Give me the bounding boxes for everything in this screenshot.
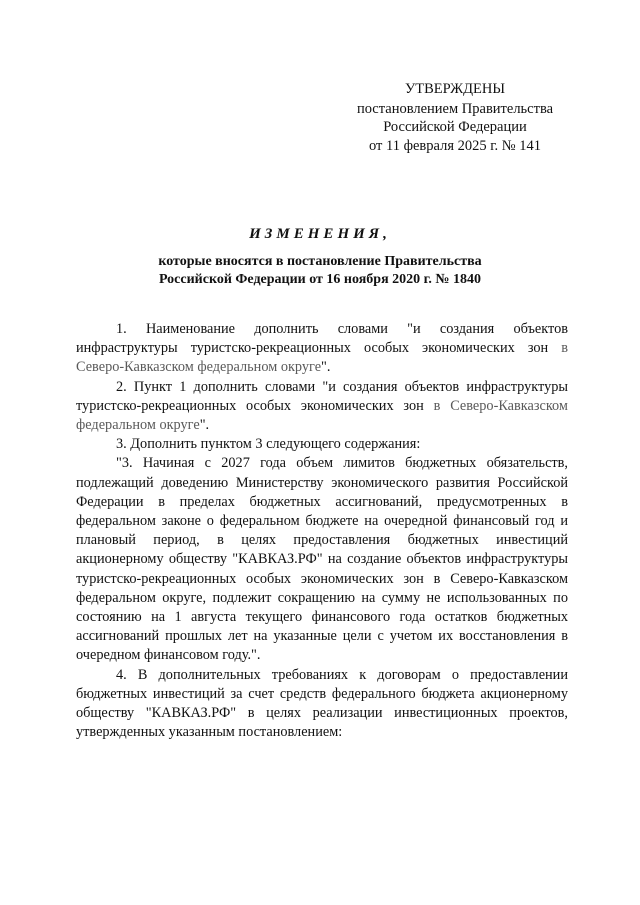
- paragraph-1-highlight: в Северо-Кавказском федеральном округе: [76, 340, 568, 376]
- paragraph-1: [76, 320, 568, 378]
- paragraph-2-highlight: в Северо-Кавказском федеральном округе: [76, 397, 568, 434]
- paragraph-1-end: ".: [321, 359, 331, 376]
- document-subtitle-line-1: которые вносятся в постановление Правительства: [158, 254, 482, 269]
- paragraph-3: 3. Дополнить пунктом 3 следующего содержания:: [116, 436, 421, 453]
- paragraph-1-text: 1. Наименование дополнить словами "и создания объектов инфраструктуры туристско-рекреационных особых экономических зон: [76, 321, 568, 357]
- document-title-block: [60, 226, 580, 289]
- paragraph-2: [76, 378, 568, 436]
- approval-line-3: от 11 февраля 2025 г. № 141: [368, 137, 542, 154]
- approval-line-2: Российской Федерации: [383, 119, 527, 135]
- approval-heading: УТВЕРЖДЕНЫ: [404, 81, 506, 97]
- document-body: [76, 320, 568, 742]
- paragraph-4: "3. Начиная с 2027 года объем лимитов бюджетных обязательств, подлежащий доведению Министерству экономического развития Российской Федерации в пределах бюджетных ассигнований, предусмотренных в федеральном законе о федеральном бюджете на очередной финансовый год и плановый период, в целях предоставления бюджетных инвестиций акционерному обществу "КАВКАЗ.РФ" на создание объектов инфраструктуры туристско-рекреационных особых экономических зон в Северо-Кавказском федеральном округе, подлежит сокращению на сумму не использованных по состоянию на 1 августа текущего финансового года остатков бюджетных ассигнований прошлых лет на указанные цели с учетом их восстановления в очередном финансовом году.".: [76, 455, 568, 664]
- approval-stamp: [330, 80, 580, 155]
- paragraph-2-end: ".: [199, 417, 210, 434]
- document-title: ИЗМЕНЕНИЯ,: [249, 226, 391, 242]
- approval-line-1: постановлением Правительства: [356, 100, 554, 117]
- paragraph-2-text: 2. Пункт 1 дополнить словами "и создания объектов инфраструктуры туристско-рекреационных особых экономических зон: [76, 378, 568, 414]
- paragraph-5: 4. В дополнительных требованиях к договорам о предоставлении бюджетных инвестиций за счет средств федерального бюджета акционерному обществу "КАВКАЗ.РФ" в целях реализации инвестиционных проектов, утвержденных указанным постановлением:: [76, 666, 568, 741]
- document-subtitle-line-2: Российской Федерации от 16 ноября 2020 г. № 1840: [158, 272, 482, 287]
